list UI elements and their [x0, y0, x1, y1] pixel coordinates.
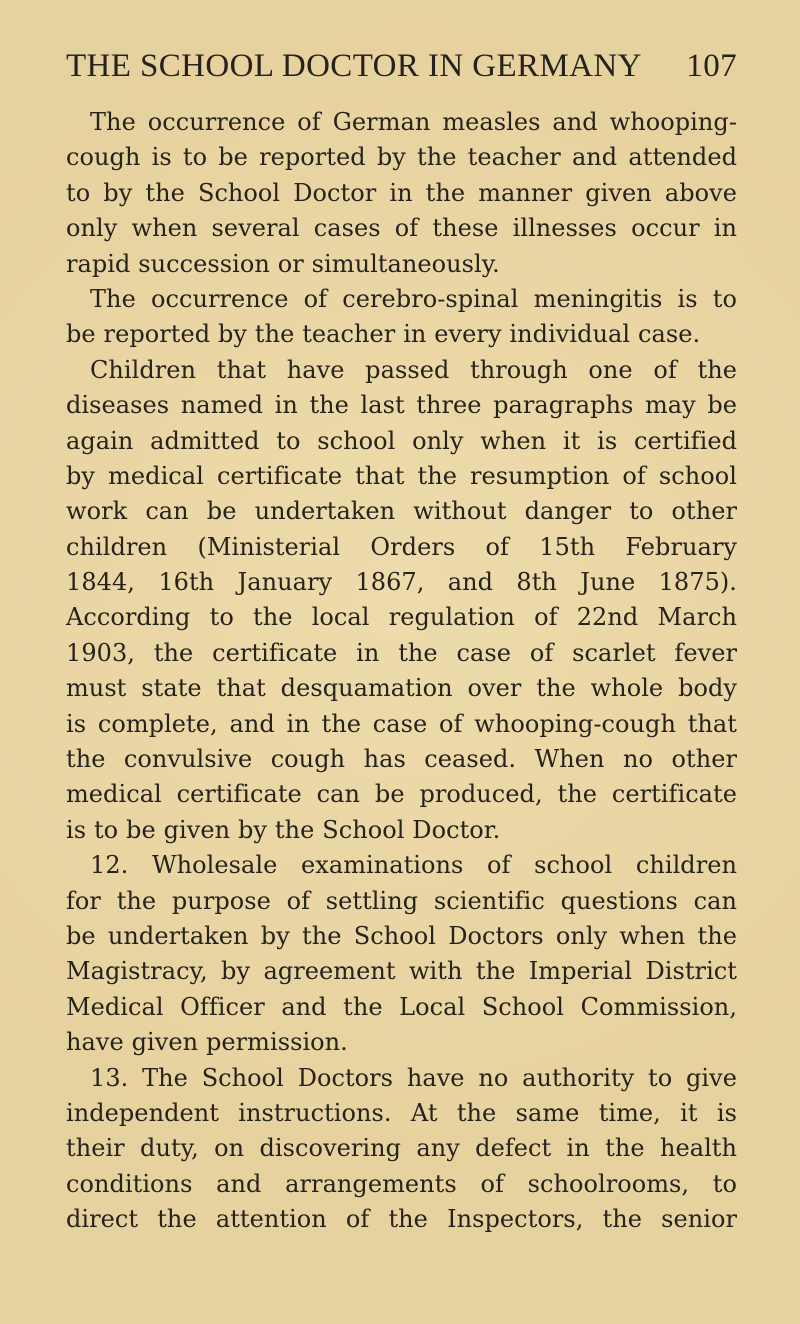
text-line: 1903, the certificate in the case of scarlet fever: [66, 638, 737, 667]
text-line: be reported by the teacher in every individual case.: [66, 320, 701, 349]
page-number: 107: [686, 48, 737, 84]
text-line: Magistracy, by agreement with the Imperial District: [66, 957, 737, 986]
text-line: is complete, and in the case of whooping-cough that: [66, 709, 737, 738]
text-line: to by the School Doctor in the manner given above: [66, 178, 737, 207]
text-line: direct the attention of the Inspectors, the senior: [66, 1205, 737, 1234]
running-head: [66, 42, 737, 90]
text-line: the convulsive cough has ceased. When no other: [66, 745, 737, 774]
text-line: rapid succession or simultaneously.: [66, 249, 500, 278]
text-line: According to the local regulation of 22nd March: [66, 603, 737, 632]
text-line: work can be undertaken without danger to other: [66, 497, 737, 526]
body-text: [66, 105, 737, 1238]
text-line: have given permission.: [66, 1028, 348, 1057]
text-line: is to be given by the School Doctor.: [66, 815, 501, 844]
text-line: 13. The School Doctors have no authority to give: [90, 1063, 737, 1092]
text-line: by medical certificate that the resumption of school: [66, 461, 737, 490]
text-line: 1844, 16th January 1867, and 8th June 1875).: [66, 568, 737, 597]
text-line: children (Ministerial Orders of 15th February: [66, 532, 737, 561]
text-line: independent instructions. At the same time, it is: [66, 1098, 737, 1127]
text-line: The occurrence of German measles and whooping-: [90, 108, 737, 136]
text-line: only when several cases of these illnesses occur in: [66, 214, 737, 243]
text-line: diseases named in the last three paragraphs may be: [66, 391, 737, 420]
text-line: Children that have passed through one of the: [90, 355, 737, 384]
text-line: for the purpose of settling scientific questions can: [66, 886, 737, 915]
text-line: their duty, on discovering any defect in the health: [66, 1134, 737, 1163]
text-line: be undertaken by the School Doctors only when the: [66, 921, 737, 950]
running-title: THE SCHOOL DOCTOR IN GERMANY: [66, 48, 642, 84]
text-line: 12. Wholesale examinations of school children: [90, 851, 737, 880]
text-line: Medical Officer and the Local School Commission,: [66, 992, 737, 1021]
text-line: again admitted to school only when it is certified: [66, 426, 737, 455]
text-line: cough is to be reported by the teacher and attended: [66, 143, 737, 172]
text-line: must state that desquamation over the whole body: [66, 674, 737, 703]
text-line: medical certificate can be produced, the certificate: [66, 780, 737, 809]
text-line: conditions and arrangements of schoolrooms, to: [66, 1169, 737, 1198]
text-line: The occurrence of cerebro-spinal meningitis is to: [90, 284, 737, 313]
